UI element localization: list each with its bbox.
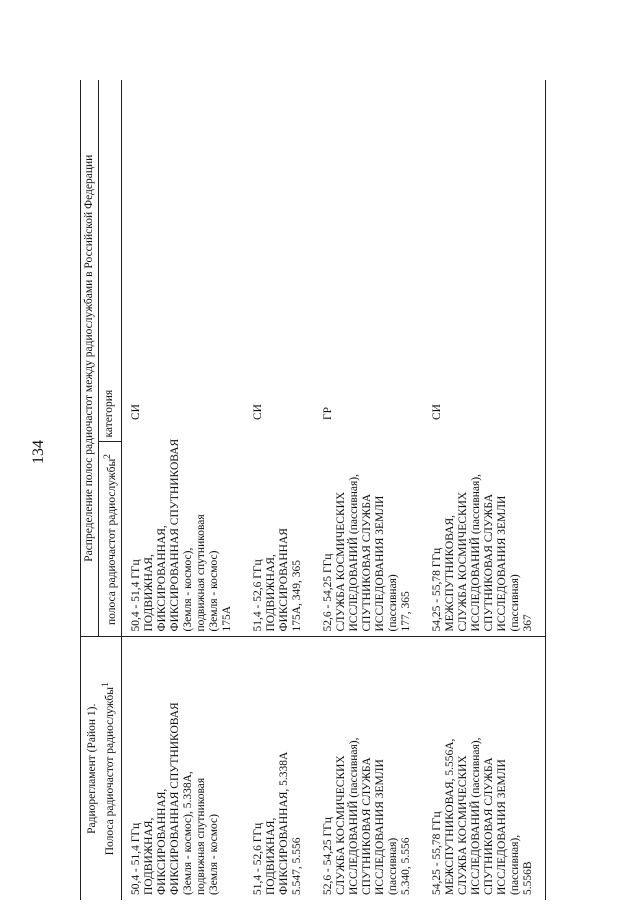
rr-cell <box>121 637 244 900</box>
category-text: ГР <box>321 406 334 420</box>
rr-text: подвижная спутниковая <box>194 777 207 895</box>
header-rf-footnote: 2 <box>102 454 113 459</box>
rr-text: 51,4 - 52,6 ГГц <box>251 822 264 895</box>
frequency-allocation-table <box>80 80 546 900</box>
rr-cell <box>244 637 314 900</box>
category-cell <box>121 80 244 442</box>
table-header-row <box>81 80 99 900</box>
rf-text: 50,4 - 51,4 ГГц <box>129 559 142 632</box>
category-cell <box>244 80 314 442</box>
rf-text: ИССЛЕДОВАНИЯ ЗЕМЛИ <box>495 495 508 632</box>
rr-text: СЛУЖБА КОСМИЧЕСКИХ <box>334 755 347 895</box>
rf-cell <box>121 438 244 637</box>
rf-text: подвижная спутниковая <box>194 514 207 632</box>
category-text: СИ <box>251 404 264 420</box>
page-number: 134 <box>30 440 47 464</box>
rr-text: ИССЛЕДОВАНИЙ (пассивная), <box>347 737 360 895</box>
rf-text: ПОДВИЖНАЯ, <box>264 554 277 632</box>
rr-text: ИССЛЕДОВАНИЙ (пассивная), <box>469 737 482 895</box>
rr-text: 5.547, 5.556 <box>290 837 303 895</box>
header-rr-line2 <box>99 642 117 897</box>
rr-text: (пассивная), <box>508 834 521 895</box>
rf-text: (Земля - космос) <box>207 550 220 632</box>
rf-text: ФИКСИРОВАННАЯ <box>277 528 290 632</box>
rf-text: (Земля - космос), <box>181 547 194 632</box>
rr-text: (Земля - космос) <box>207 814 220 895</box>
rr-text: 5.556B <box>521 861 534 895</box>
rr-text: ФИКСИРОВАННАЯ СПУТНИКОВАЯ <box>168 702 181 895</box>
rr-text: 50,4 - 51,4 ГГц <box>129 822 142 895</box>
rr-text: МЕЖСПУТНИКОВАЯ, 5.556A, <box>443 738 456 895</box>
rf-text: ИССЛЕДОВАНИЙ (пассивная), <box>469 473 482 632</box>
rr-text: (пассивная) <box>386 837 399 895</box>
header-rr-line1: Радиорегламент (Район 1). <box>85 703 98 834</box>
rf-cell <box>314 442 423 637</box>
rr-text: (Земля - космос), 5.338A, <box>181 771 194 895</box>
rf-text: 175A, 349, 365 <box>290 559 303 632</box>
table-row <box>423 80 546 900</box>
category-cell <box>423 80 546 442</box>
rf-text: 177, 365 <box>399 591 412 632</box>
header-rr-line2-text: Полоса радиочастот радиослужбы <box>103 687 116 856</box>
rf-text: СЛУЖБА КОСМИЧЕСКИХ <box>334 491 347 632</box>
table-body <box>121 80 545 900</box>
rf-text: (пассивная) <box>508 574 521 632</box>
rr-text: 5.340, 5.556 <box>399 837 412 895</box>
rr-text: 54,25 - 55,78 ГГц <box>430 811 443 895</box>
rr-text: ИССЛЕДОВАНИЯ ЗЕМЛИ <box>373 759 386 895</box>
header-rr-footnote: 1 <box>99 682 111 687</box>
rf-text: 52,6 - 54,25 ГГц <box>321 553 334 632</box>
category-text: СИ <box>129 404 142 420</box>
header-rf-band-text: полоса радиочастот радиослужбы <box>105 458 118 625</box>
rr-text: СЛУЖБА КОСМИЧЕСКИХ <box>456 755 469 895</box>
rr-cell <box>423 637 546 900</box>
rf-text: 175A <box>220 605 233 632</box>
header-radio-regulations <box>81 637 122 900</box>
table-row <box>121 80 244 900</box>
category-text: СИ <box>430 404 443 420</box>
rr-text: ПОДВИЖНАЯ, <box>142 817 155 895</box>
rf-cell <box>244 442 314 637</box>
rf-text: 54,25 - 55,78 ГГц <box>430 547 443 632</box>
rf-cell <box>423 442 546 637</box>
category-cell <box>314 80 423 442</box>
rf-text: СПУТНИКОВАЯ СЛУЖБА <box>360 493 373 632</box>
rr-text: ПОДВИЖНАЯ, <box>264 817 277 895</box>
rf-text: ИССЛЕДОВАНИЙ (пассивная), <box>347 473 360 632</box>
rr-text: ФИКСИРОВАННАЯ, 5.338A <box>277 751 290 895</box>
rf-text: ПОДВИЖНАЯ, <box>142 554 155 632</box>
rf-text: СПУТНИКОВАЯ СЛУЖБА <box>482 493 495 632</box>
rr-text: ИССЛЕДОВАНИЯ ЗЕМЛИ <box>495 759 508 895</box>
header-rf-allocation-group: Распределение полос радиочастот между радиослужбами в Российской Федерации <box>81 80 99 637</box>
header-rf-band <box>99 442 122 637</box>
rr-text: СПУТНИКОВАЯ СЛУЖБА <box>482 757 495 895</box>
rotated-table-container <box>80 80 600 900</box>
rf-text: СЛУЖБА КОСМИЧЕСКИХ <box>456 491 469 632</box>
rf-text: МЕЖСПУТНИКОВАЯ, <box>443 514 456 632</box>
rf-text: 367 <box>521 614 534 632</box>
header-category: категория <box>99 80 122 442</box>
rr-text: ФИКСИРОВАННАЯ, <box>155 788 168 895</box>
rr-text: 52,6 - 54,25 ГГц <box>321 817 334 895</box>
rf-text: ИССЛЕДОВАНИЯ ЗЕМЛИ <box>373 495 386 632</box>
rf-text: ФИКСИРОВАННАЯ, <box>155 525 168 632</box>
rf-text: (пассивная) <box>386 574 399 632</box>
rr-cell <box>314 637 423 900</box>
table-row <box>314 80 423 900</box>
rf-text: ФИКСИРОВАННАЯ СПУТНИКОВАЯ <box>168 438 181 632</box>
rf-text: 51,4 - 52,6 ГГц <box>251 559 264 632</box>
rr-text: СПУТНИКОВАЯ СЛУЖБА <box>360 757 373 895</box>
table-row <box>244 80 314 900</box>
